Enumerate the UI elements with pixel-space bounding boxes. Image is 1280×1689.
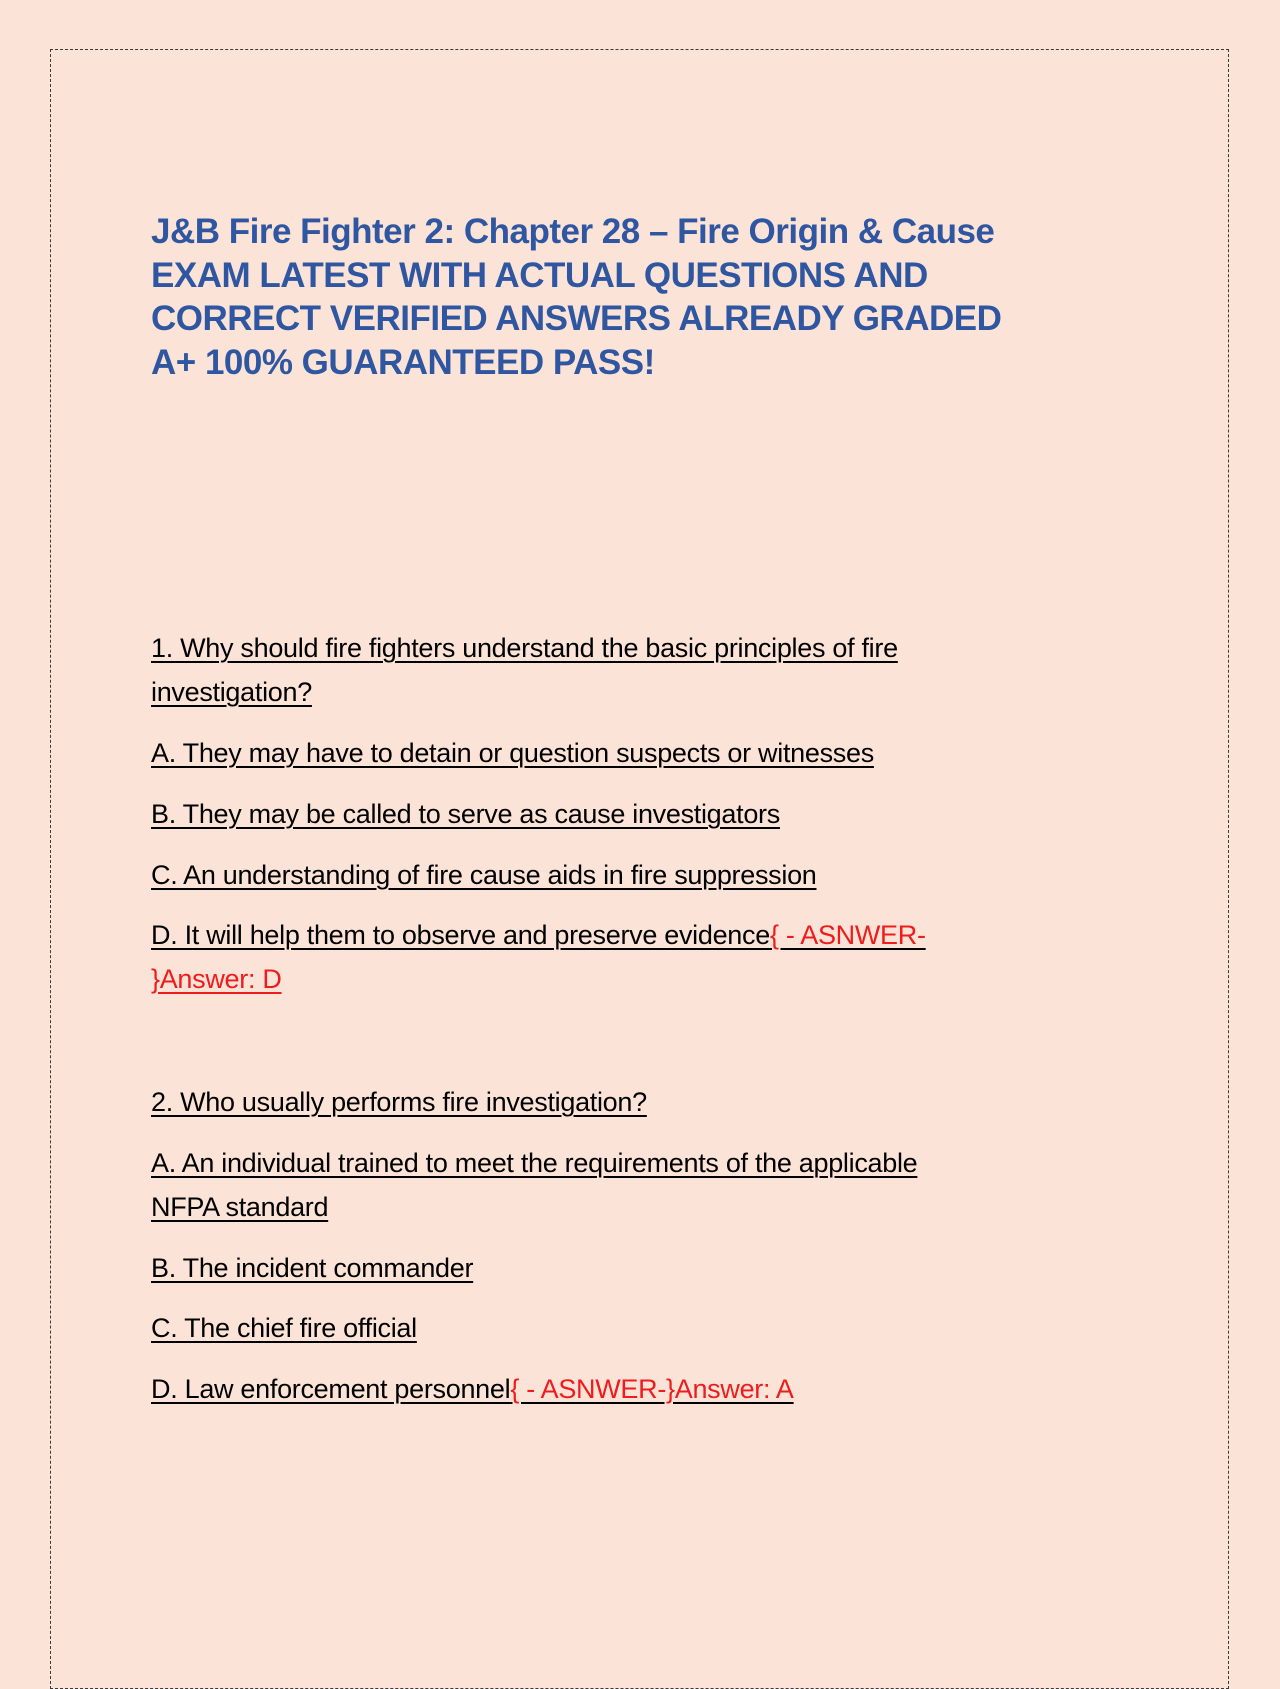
title-line-1: J&B Fire Fighter 2: Chapter 28 – Fire Origin & Cause: [151, 212, 995, 251]
title-line-2: EXAM LATEST WITH ACTUAL QUESTIONS AND: [151, 255, 928, 295]
question-1-option-d: D. It will help them to observe and preserve evidence: [151, 920, 770, 950]
question-1-text-line-2: investigation?: [151, 677, 312, 707]
question-1-option-c: C. An understanding of fire cause aids in fire suppression: [151, 860, 817, 890]
title-line-3: CORRECT VERIFIED ANSWERS ALREADY GRADED: [151, 299, 1002, 338]
question-1-text-line-1: 1. Why should fire fighters understand the basic principles of fire: [151, 633, 898, 663]
title-line-4: A+ 100% GUARANTEED PASS!: [151, 342, 655, 382]
question-2-option-a-line-1: A. An individual trained to meet the requirements of the applicable: [151, 1148, 918, 1178]
question-1-option-a: A. They may have to detain or question suspects or witnesses: [151, 738, 874, 768]
document-title: [151, 210, 1151, 384]
question-2-option-d: D. Law enforcement personnel: [151, 1374, 511, 1404]
question-1-answer-part-2: }Answer: D: [151, 964, 282, 994]
question-1-option-b: B. They may be called to serve as cause investigators: [151, 799, 780, 829]
question-1-option-d-line: [151, 920, 926, 951]
question-2-option-a-line-2: NFPA standard: [151, 1192, 329, 1222]
question-2-answer: { - ASNWER-}Answer: A: [510, 1374, 794, 1404]
question-2-option-c: C. The chief fire official: [151, 1313, 417, 1343]
question-2-option-d-line: [151, 1374, 794, 1405]
question-2-text: 2. Who usually performs fire investigation?: [151, 1087, 647, 1117]
question-1-answer-part-1: { - ASNWER-: [769, 920, 926, 950]
question-2-option-b: B. The incident commander: [151, 1253, 474, 1283]
